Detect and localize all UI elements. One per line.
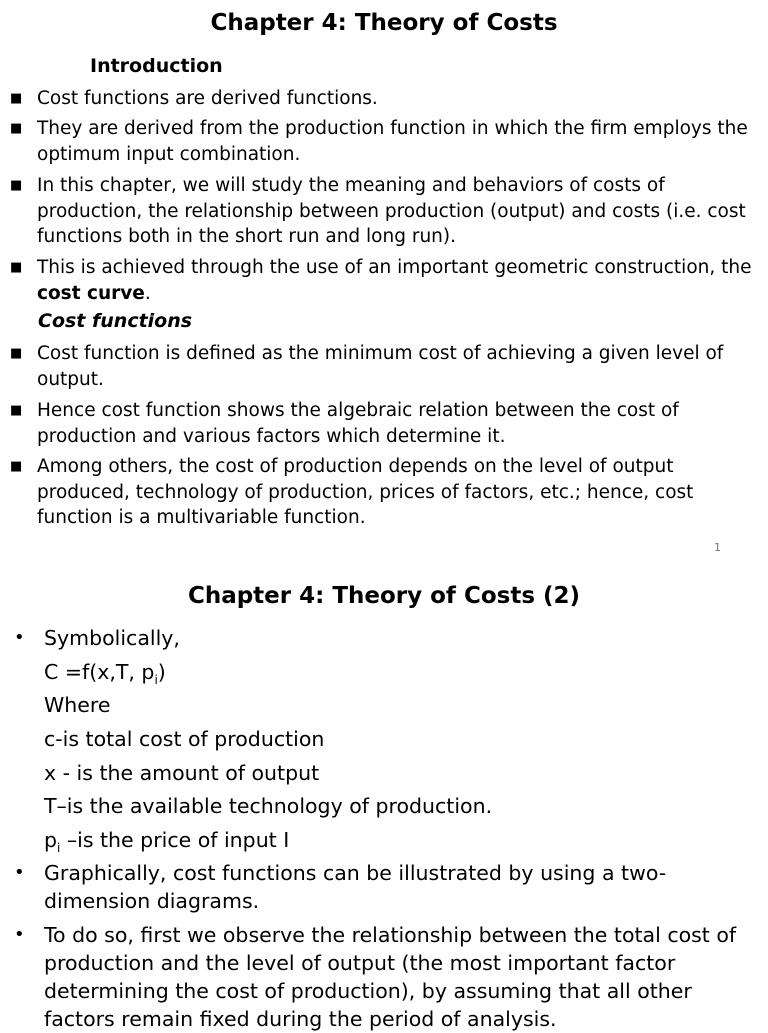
square-bullet-icon: ■ xyxy=(10,260,23,275)
where-text: Where xyxy=(44,693,111,717)
page-number: 1 xyxy=(714,541,721,554)
cost-formula xyxy=(44,658,756,694)
bullet-text: They are derived from the production function in which the firm employs the optimum input combination. xyxy=(37,118,748,165)
definition-x: x - is the amount of output xyxy=(44,761,320,785)
bullet-text: Cost functions are derived functions. xyxy=(37,88,378,109)
definition-part: p xyxy=(44,828,58,852)
square-bullet-icon: ■ xyxy=(10,178,23,193)
definition-c: c-is total cost of production xyxy=(44,727,325,751)
symbolically-text: Symbolically, xyxy=(44,626,180,650)
square-bullet-icon: ■ xyxy=(10,459,23,474)
to-do-so-text: To do so, first we observe the relationship between the total cost of production and the level of output (the most important factor determining the cost of production), by assuming that all other factors remain fixed during the period of analysis. xyxy=(44,923,737,1031)
formula-part: ) xyxy=(157,660,166,684)
round-bullet-icon: • xyxy=(14,627,25,648)
round-bullet-icon: • xyxy=(14,924,25,945)
bullet-text-part: This is achieved through the use of an important geometric construction, the xyxy=(37,257,752,278)
slide-2 xyxy=(0,566,768,1031)
cost-curve-term: cost curve xyxy=(37,282,145,304)
slide-2-title: Chapter 4: Theory of Costs (2) xyxy=(187,583,581,609)
definition-part: –is the price of input I xyxy=(60,828,290,852)
bullet-text-part: . xyxy=(144,282,151,304)
bullet-text xyxy=(37,255,757,306)
introduction-heading: Introduction xyxy=(90,55,223,77)
round-bullet-icon: • xyxy=(14,862,25,883)
definition-t: T–is the available technology of production. xyxy=(44,794,493,818)
square-bullet-icon: ■ xyxy=(10,91,23,106)
definition-subscript: i xyxy=(57,841,61,856)
square-bullet-icon: ■ xyxy=(10,403,23,418)
bullet-text: Hence cost function shows the algebraic relation between the cost of production and various factors which determine it. xyxy=(37,400,679,447)
bullet-text: Among others, the cost of production depends on the level of output produced, technology of production, prices of factors, etc.; hence, cost function is a multivariable function. xyxy=(37,456,694,528)
bullet-text: In this chapter, we will study the meaning and behaviors of costs of production, the relationship between production (output) and costs (i.e. cost functions both in the short run and long run). xyxy=(37,175,746,247)
square-bullet-icon: ■ xyxy=(10,346,23,361)
graphically-text: Graphically, cost functions can be illustrated by using a two-dimension diagrams. xyxy=(44,861,667,913)
cost-functions-subheading: Cost functions xyxy=(38,310,193,332)
bullet-text: Cost function is defined as the minimum cost of achieving a given level of output. xyxy=(37,343,724,390)
formula-subscript: i xyxy=(154,673,158,688)
square-bullet-icon: ■ xyxy=(10,121,23,136)
formula-part: C =f(x,T, p xyxy=(44,660,155,684)
slide-1-title: Chapter 4: Theory of Costs xyxy=(210,10,558,36)
definition-p xyxy=(44,826,756,862)
